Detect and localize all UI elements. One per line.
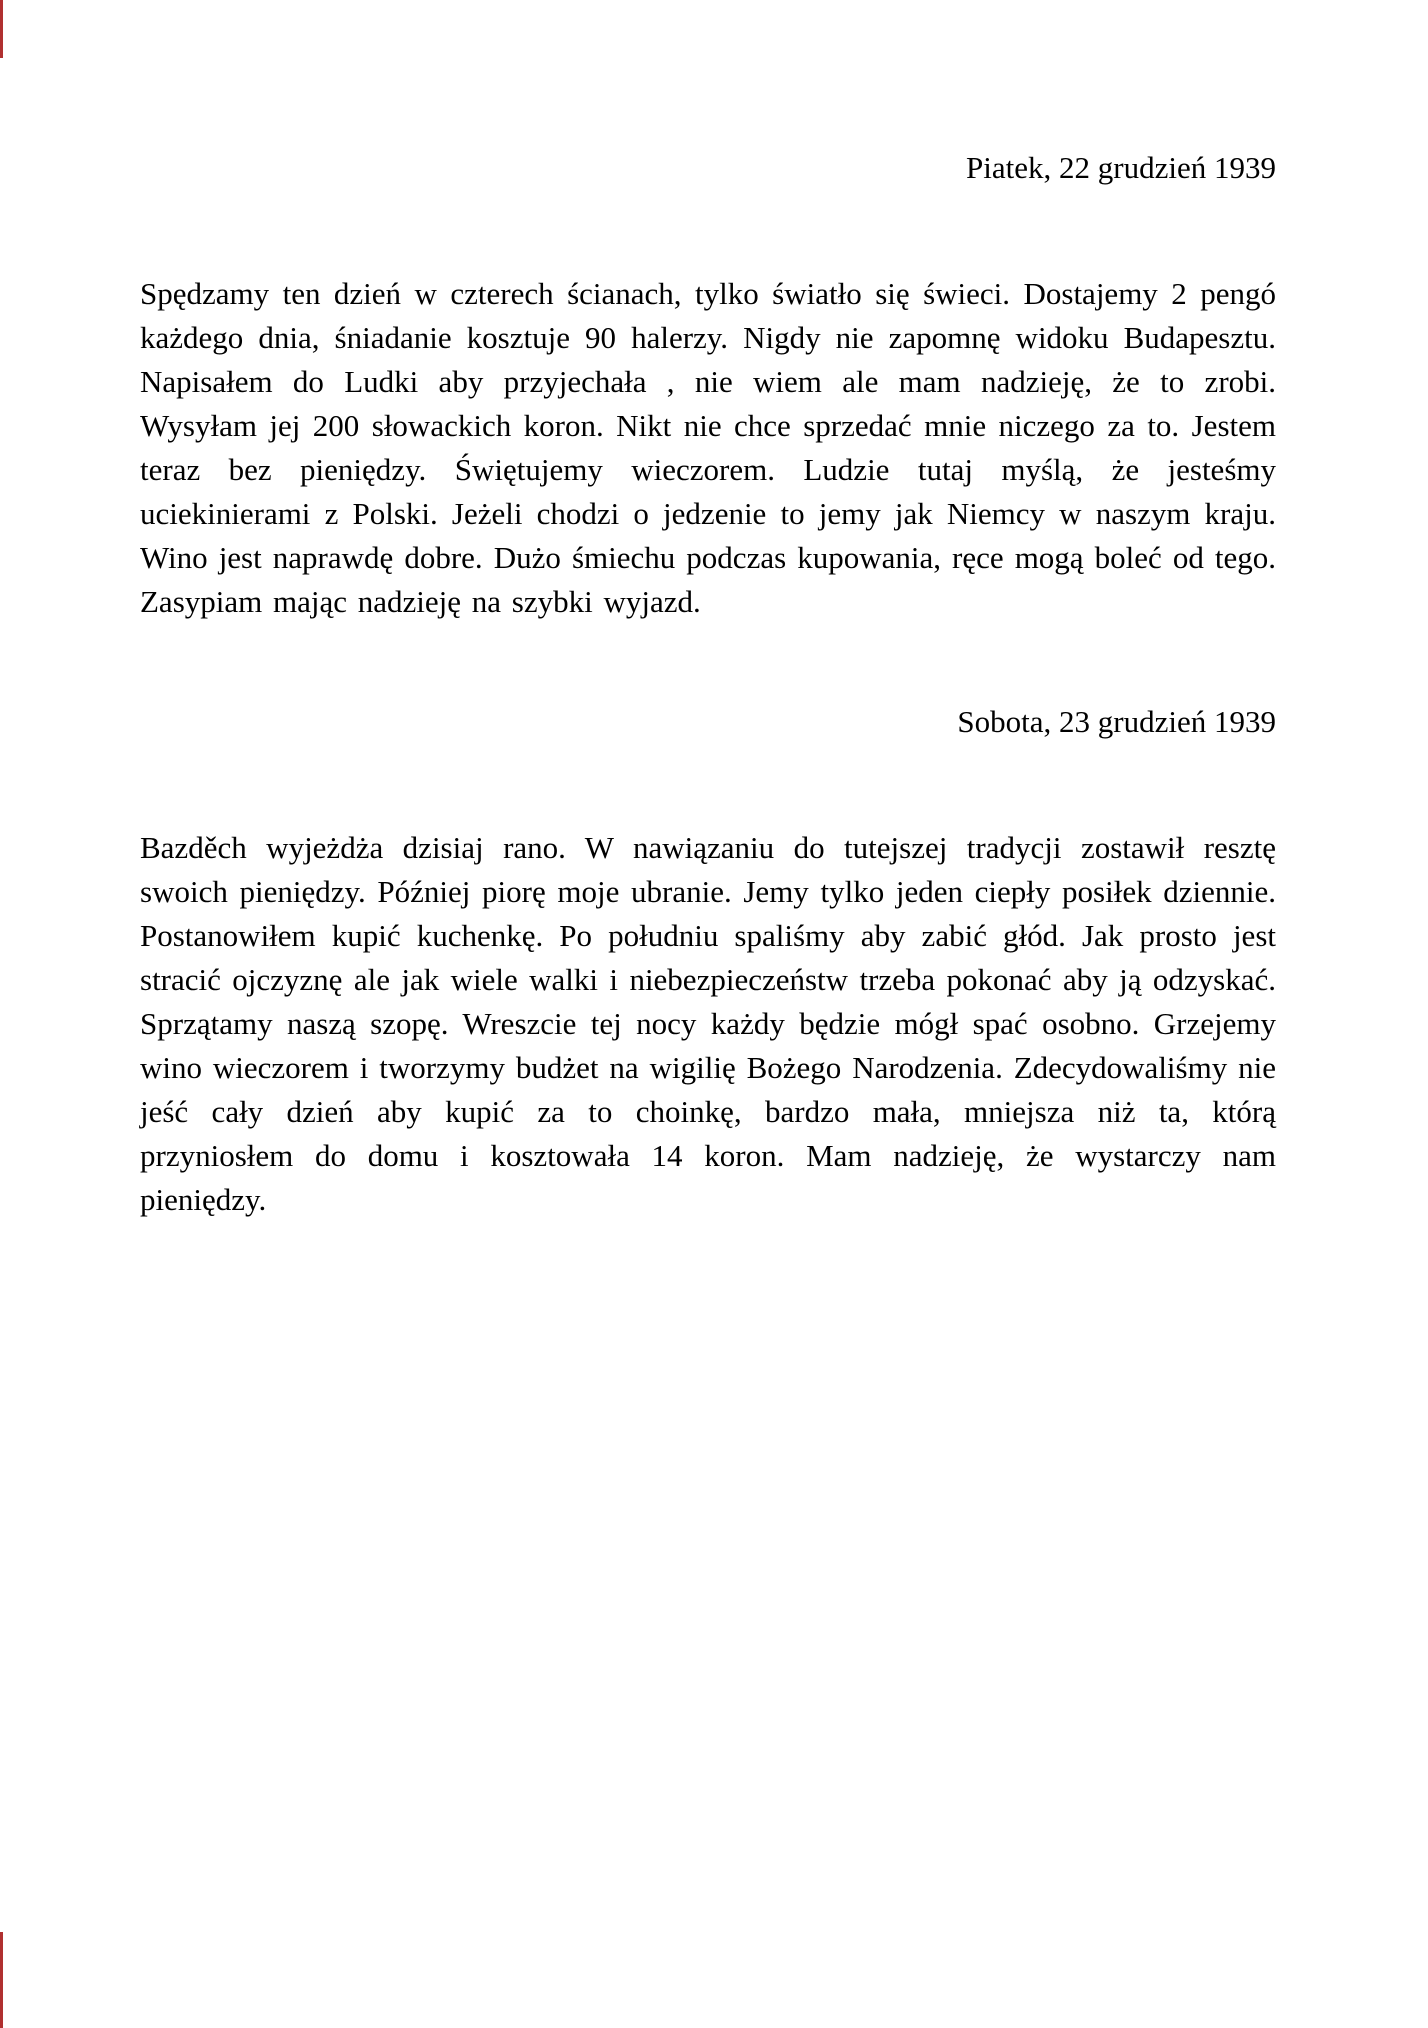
entry-date: Piatek, 22 grudzień 1939 <box>966 150 1276 185</box>
diary-entry <box>140 700 1276 1222</box>
entry-paragraph: Spędzamy ten dzień w czterech ścianach, tylko światło się świeci. Dostajemy 2 pengó każdego dnia, śniadanie kosztuje 90 halerzy. Nigdy nie zapomnę widoku Budapesztu. Napisałem do Ludki aby przyjechała , nie wiem ale mam nadzieję, że to zrobi. Wysyłam jej 200 słowackich koron. Nikt nie chce sprzedać mnie niczego za to. Jestem teraz bez pieniędzy. Świętujemy wieczorem. Ludzie tutaj myślą, że jesteśmy uciekinierami z Polski. Jeżeli chodzi o jedzenie to jemy jak Niemcy w naszym kraju. Wino jest naprawdę dobre. Dużo śmiechu podczas kupowania, ręce mogą boleć od tego. Zasypiam mając nadzieję na szybki wyjazd. <box>140 276 1276 619</box>
entry-date: Sobota, 23 grudzień 1939 <box>957 704 1276 739</box>
scan-artifact-top-left <box>0 0 3 58</box>
scan-artifact-bottom-left <box>0 1932 3 2028</box>
diary-entry <box>140 146 1276 624</box>
entry-paragraph: Bazděch wyjeżdża dzisiaj rano. W nawiązaniu do tutejszej tradycji zostawił resztę swoich pieniędzy. Później piorę moje ubranie. Jemy tylko jeden ciepły posiłek dziennie. Postanowiłem kupić kuchenkę. Po południu spaliśmy aby zabić głód. Jak prosto jest stracić ojczyznę ale jak wiele walki i niebezpieczeństw trzeba pokonać aby ją odzyskać. Sprzątamy naszą szopę. Wreszcie tej nocy każdy będzie mógł spać osobno. Grzejemy wino wieczorem i tworzymy budżet na wigilię Bożego Narodzenia. Zdecydowaliśmy nie jeść cały dzień aby kupić za to choinkę, bardzo mała, mniejsza niż ta, którą przyniosłem do domu i kosztowała 14 koron. Mam nadzieję, że wystarczy nam pieniędzy. <box>140 830 1276 1217</box>
